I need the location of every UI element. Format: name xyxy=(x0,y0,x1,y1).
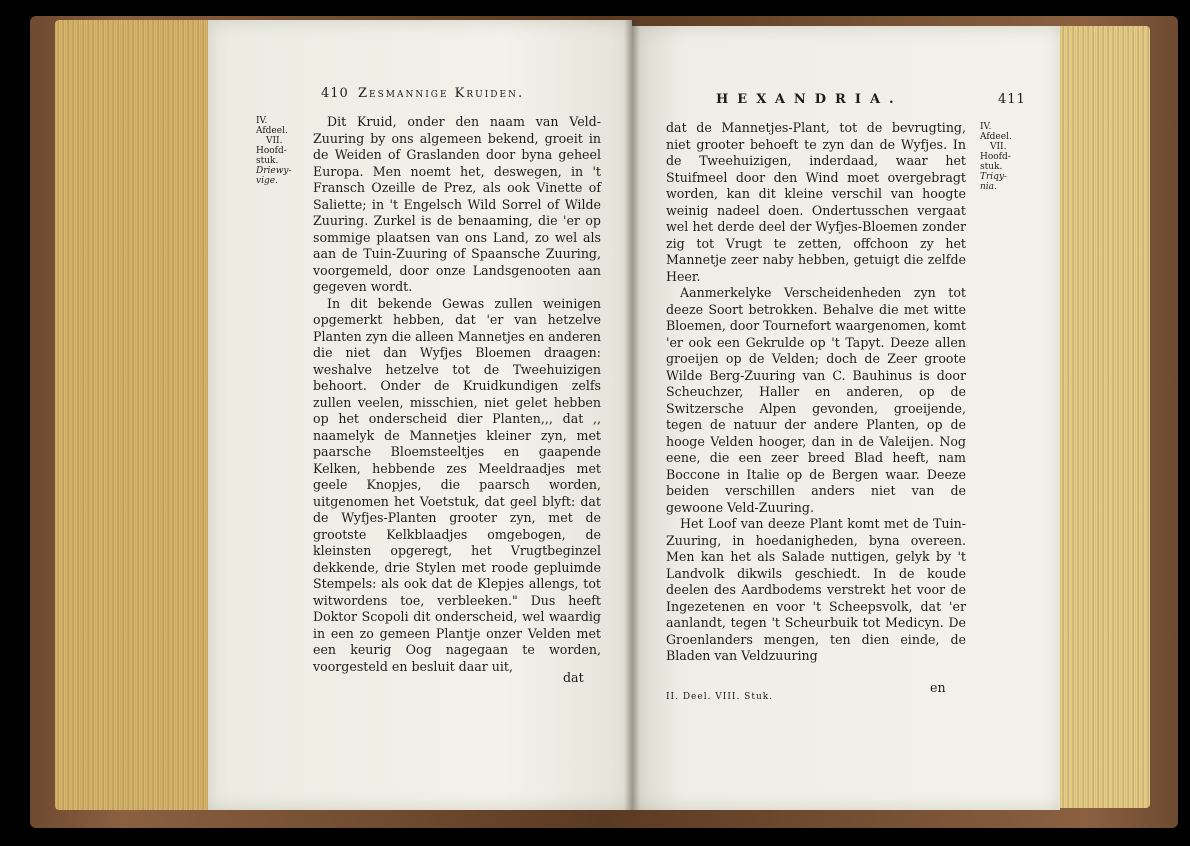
left-page xyxy=(208,20,632,810)
margin-note: IV. Afdeel. VII. Hoofd- stuk. Driewy- vige. xyxy=(256,116,292,186)
paragraph: Dit Kruid, onder den naam van Veld-Zuuring by ons algemeen bekend, groeit in de Weiden of Graslanden door byna geheel Europa. Men noemt het, deswegen, in 't Fransch Ozeille de Prez, als ook Vinette of Saliette; in 't Engelsch Wild Sorrel of Wilde Zuuring. Zurkel is de benaaming, die 'er op sommige plaatsen van ons Land, zo wel als aan de Tuin-Zuuring of Spaansche Zuuring, voorgemeld, door onze Landsgenooten aan gegeven wordt. xyxy=(313,114,601,294)
page-edges-left xyxy=(55,20,215,810)
page-edges-right xyxy=(1055,26,1150,808)
margin-note: IV. Afdeel. VII. Hoofd- stuk. Triqy- nia. xyxy=(980,122,1012,192)
body-text xyxy=(666,120,966,665)
page-number: 410 xyxy=(321,86,349,101)
paragraph: dat de Mannetjes-Plant, tot de bevrugting, niet grooter behoeft te zyn dan de Wyfjes. In de Tweehuizigen, inderdaad, waar het Stuifmeel door den Wind moet overgebragt worden, kan dit kleine verschil van hoogte weinig nadeel doen. Ondertusschen vergaat wel het derde deel der Wyfjes-Bloemen zonder zig tot Vrugt te zetten, offchoon zy het Mannetje zeer naby hebben, getuigt die zelfde Heer. xyxy=(666,120,966,284)
running-title: Zesmannige Kruiden. xyxy=(358,86,525,101)
signature-mark: II. Deel. VIII. Stuk. xyxy=(666,692,774,702)
page-number: 411 xyxy=(998,92,1026,107)
paragraph: Aanmerkelyke Verscheidenheden zyn tot deeze Soort betrokken. Behalve die met witte Bloemen, door Tournefort waargenomen, komt 'er ook een Gekrulde op 't Tapyt. Deeze allen groeijen op de Velden; doch de Zeer groote Wilde Berg-Zuuring van C. Bauhinus is door Scheuchzer, Haller en anderen, op de Switzersche Alpen gevonden, groeijende, tegen de natuur der andere Planten, op de hooge Velden hooger, dan in de Valeijen. Nog eene, die een zeer breed Blad heeft, nam Boccone in Italie op de Bergen waar. Deeze beiden verschillen anders niet van de gewoone Veld-Zuuring. xyxy=(666,285,966,515)
catchword: en xyxy=(930,680,946,695)
paragraph: In dit bekende Gewas zullen weinigen opgemerkt hebben, dat 'er van hetzelve Planten zyn die alleen Mannetjes en anderen die niet dan Wyfjes Bloemen draagen: weshalve hetzelve tot de Tweehuizigen behoort. Onder de Kruidkundigen zelfs zullen veelen, misschien, niet gelet hebben op het onderscheid dier Planten,,, dat ,, naamelyk de Mannetjes kleiner zyn, met paarsche Bloemsteeltjes en gaapende Kelken, hebbende zes Meeldraadjes met geele Knopjes, die paarsch worden, uitgenomen het Voetstuk, dat geel blyft: dat de Wyfjes-Planten grooter zyn, met de grootste Kelkblaadjes omgebogen, de kleinsten opgeregt, het Vrugtbeginzel dekkende, drie Stylen met roode gepluimde Stempels: als ook dat de Klepjes allengs, tot witwordens toe, verbleeken." Dus heeft Doktor Scopoli dit onderscheid, wel waardig in een zo gemeen Plantje onzer Velden met een keurig Oog nagegaan te worden, voorgesteld en besluit daar uit, xyxy=(313,295,601,674)
paragraph: Het Loof van deeze Plant komt met de Tuin-Zuuring, in hoedanigheden, byna overeen. Men kan het als Salade nuttigen, gelyk by 't Landvolk dikwils geschiedt. In de koude deelen des Aardbodems verstrekt het voor de Ingezetenen en voor 't Scheepsvolk, dat 'er aanlandt, tegen 't Scheurbuik tot Medicyn. De Groenlanders mengen, ten dien einde, de Bladen van Veldzuuring xyxy=(666,516,966,663)
gutter-shadow xyxy=(624,20,640,810)
right-page xyxy=(632,26,1060,810)
running-title: HEXANDRIA. xyxy=(716,92,903,107)
catchword: dat xyxy=(563,670,584,685)
body-text xyxy=(313,114,601,675)
